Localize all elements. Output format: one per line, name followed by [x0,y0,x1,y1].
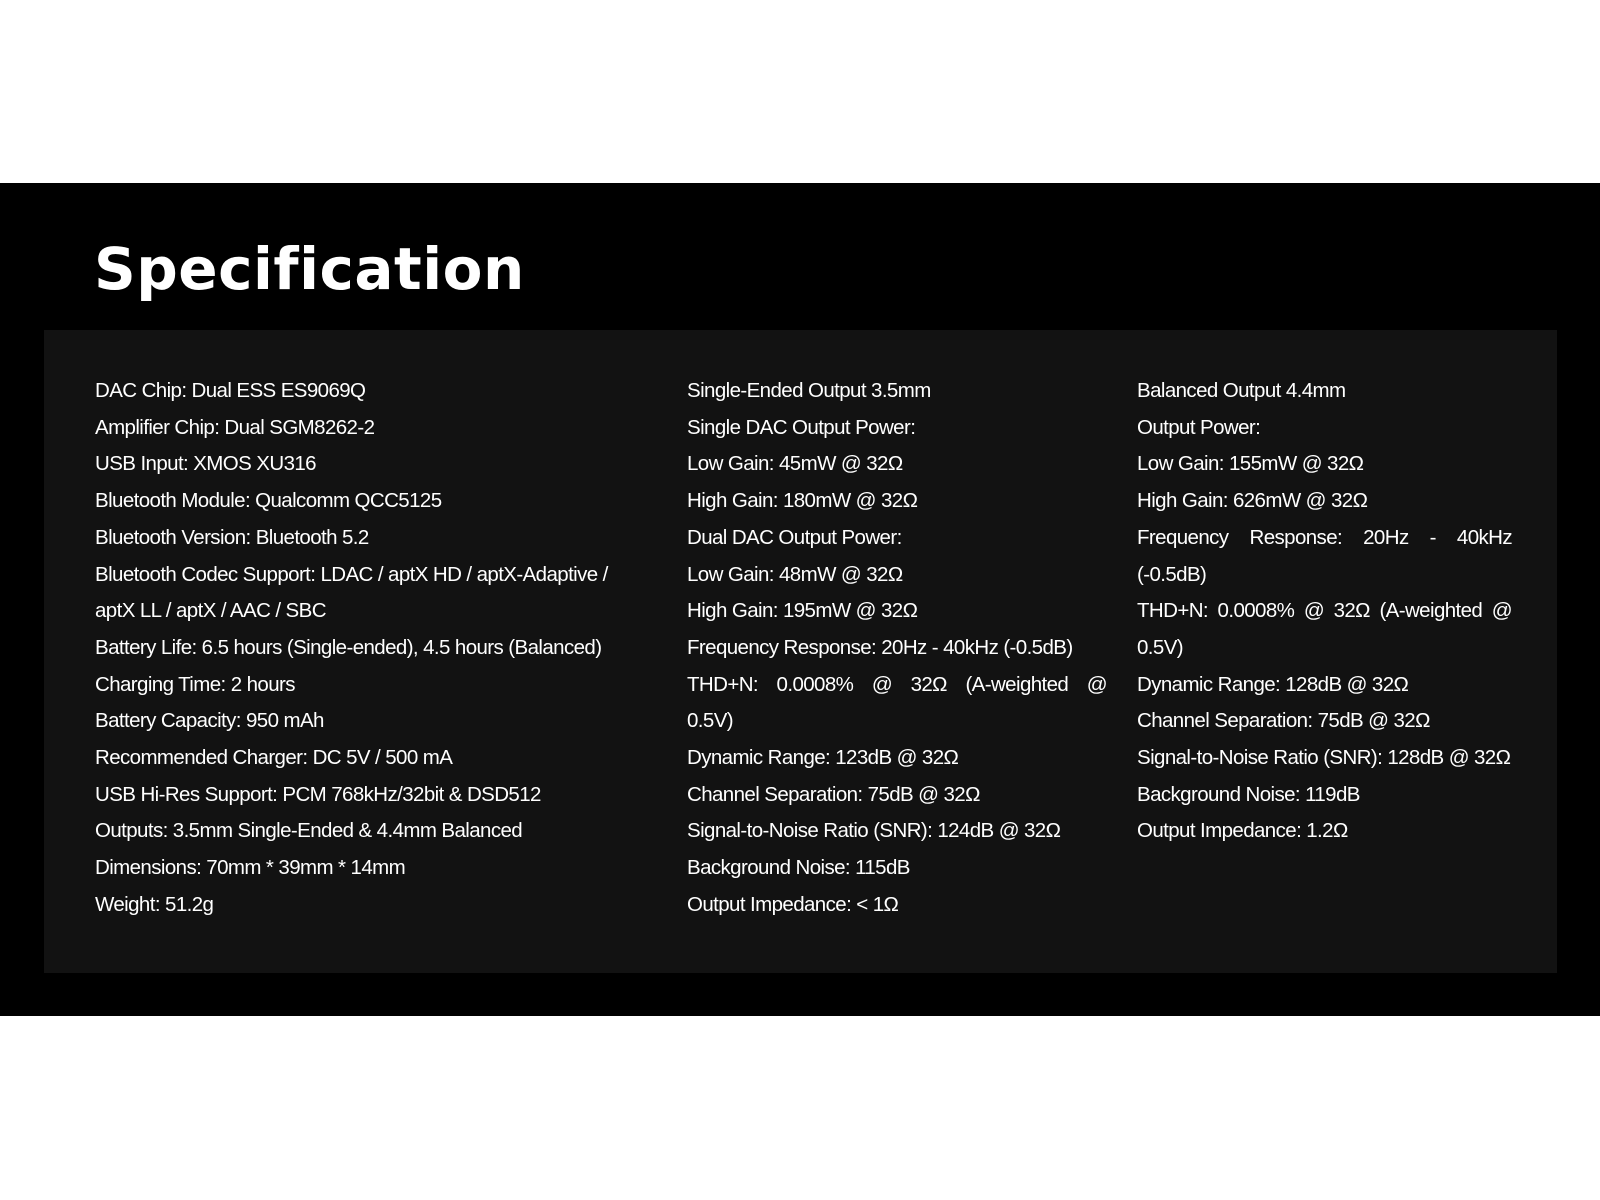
spec-line: Single DAC Output Power: [687,415,916,439]
spec-panel [44,330,1557,973]
spec-line: 0.5V) [687,709,733,733]
spec-line: Low Gain: 155mW @ 32Ω [1137,452,1364,476]
spec-line: Dimensions: 70mm * 39mm * 14mm [95,856,406,880]
spec-line: Amplifier Chip: Dual SGM8262-2 [95,415,375,439]
spec-column-single-ended [687,373,1107,924]
spec-line: USB Hi-Res Support: PCM 768kHz/32bit & DSD512 [95,782,541,806]
spec-line: Low Gain: 48mW @ 32Ω [687,562,903,586]
spec-line: Signal-to-Noise Ratio (SNR): 128dB @ 32Ω [1137,746,1511,770]
spec-line: USB Input: XMOS XU316 [95,452,316,476]
spec-line: aptX LL / aptX / AAC / SBC [95,599,326,623]
spec-line: Outputs: 3.5mm Single-Ended & 4.4mm Balanced [95,819,523,843]
spec-line: Battery Capacity: 950 mAh [95,709,324,733]
spec-line: Output Impedance: 1.2Ω [1137,819,1348,843]
spec-line: Low Gain: 45mW @ 32Ω [687,452,903,476]
spec-line: Bluetooth Codec Support: LDAC / aptX HD / aptX-Adaptive / [95,562,608,586]
spec-line: Background Noise: 119dB [1137,782,1360,806]
spec-line: Dynamic Range: 128dB @ 32Ω [1137,672,1409,696]
spec-line: Dynamic Range: 123dB @ 32Ω [687,746,959,770]
spec-line: (-0.5dB) [1137,562,1207,586]
spec-line: Bluetooth Version: Bluetooth 5.2 [95,525,369,549]
spec-line: DAC Chip: Dual ESS ES9069Q [95,379,366,402]
spec-line: Frequency Response: 20Hz - 40kHz [1137,525,1512,549]
spec-line: Background Noise: 115dB [687,856,910,880]
page-title: Specification [94,235,525,303]
spec-line: High Gain: 180mW @ 32Ω [687,489,918,513]
spec-line: Channel Separation: 75dB @ 32Ω [687,782,980,806]
spec-line: Recommended Charger: DC 5V / 500 mA [95,746,453,770]
spec-line: Battery Life: 6.5 hours (Single-ended), 4.5 hours (Balanced) [95,635,602,659]
spec-line: Charging Time: 2 hours [95,672,295,696]
spec-line: THD+N: 0.0008% @ 32Ω (A-weighted @ [1137,599,1512,623]
spec-line: THD+N: 0.0008% @ 32Ω (A-weighted @ [687,672,1107,696]
spec-line: Bluetooth Module: Qualcomm QCC5125 [95,489,442,513]
spec-line: Single-Ended Output 3.5mm [687,379,931,402]
spec-line: Output Impedance: < 1Ω [687,892,899,916]
spec-line: 0.5V) [1137,635,1183,659]
spec-line: High Gain: 195mW @ 32Ω [687,599,918,623]
spec-line: Signal-to-Noise Ratio (SNR): 124dB @ 32Ω [687,819,1061,843]
spec-column-balanced [1137,373,1512,850]
spec-column-general [95,373,655,924]
spec-line: Channel Separation: 75dB @ 32Ω [1137,709,1430,733]
spec-line: Frequency Response: 20Hz - 40kHz (-0.5dB) [687,635,1073,659]
spec-line: Balanced Output 4.4mm [1137,379,1346,402]
spec-line: High Gain: 626mW @ 32Ω [1137,489,1368,513]
spec-line: Output Power: [1137,415,1261,439]
spec-line: Weight: 51.2g [95,892,214,916]
spec-line: Dual DAC Output Power: [687,525,902,549]
